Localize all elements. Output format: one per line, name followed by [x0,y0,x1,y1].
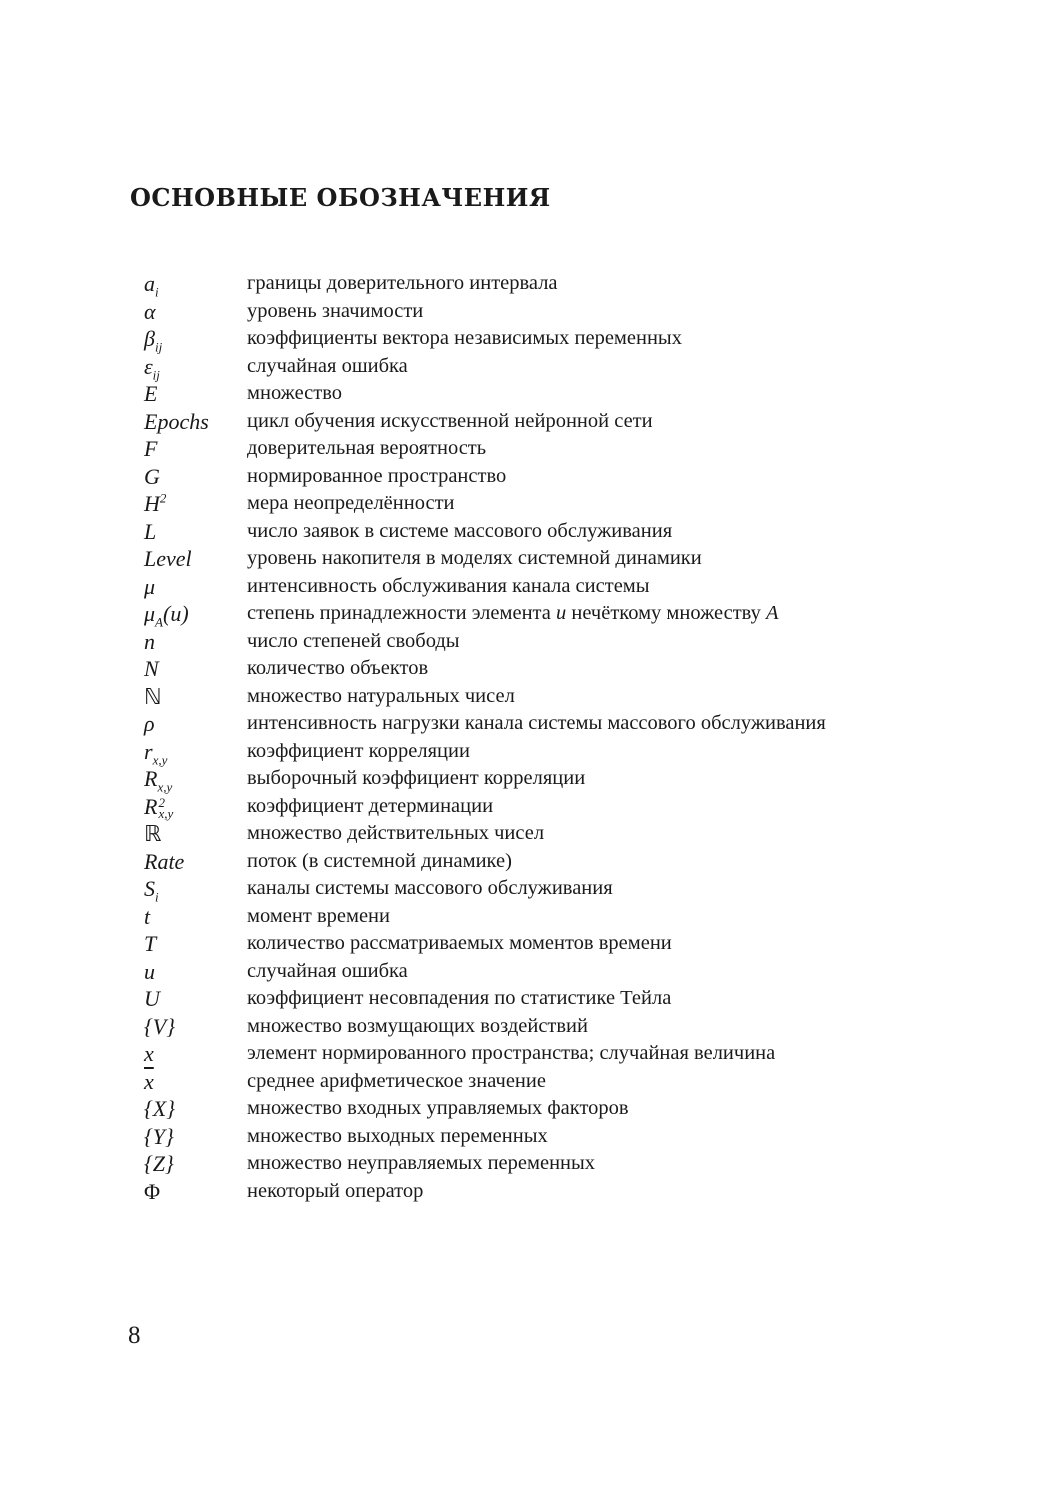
notation-description: коэффициент корреляции [247,739,470,762]
notation-description: случайная ошибка [247,959,408,982]
notation-description: коэффициент детерминации [247,794,494,817]
notation-description: цикл обучения искусственной нейронной сети [247,409,653,432]
notation-description: множество неуправляемых переменных [247,1152,596,1174]
notation-row [0,820,1057,848]
notation-symbol [144,793,173,821]
symbol-base: ε [144,353,153,379]
symbol-base: ρ [144,711,155,736]
notation-row [0,600,1057,628]
symbol-subscript: i [155,889,159,905]
notation-symbol [144,958,155,986]
notation-symbol [144,380,157,408]
symbol-subscript: x,y [158,806,174,822]
notation-description: интенсивность нагрузки канала системы массового обслуживания [247,712,826,734]
notation-row [0,930,1057,958]
symbol-subscript: A [155,614,163,630]
symbol-base: R [144,766,158,791]
notation-symbol [144,875,159,903]
notation-description: случайная ошибка [247,354,408,377]
notation-description: среднее арифметическое значение [247,1069,546,1092]
notation-row [0,408,1057,436]
page-number: 8 [128,1322,141,1349]
notation-symbol [144,848,184,876]
notation-description: коэффициенты вектора независимых переменных [247,327,682,349]
symbol-base: n [144,628,155,654]
notation-symbol [144,1068,154,1096]
notation-description: число степеней свободы [247,629,460,652]
notation-symbol [144,1150,174,1178]
notation-row [0,903,1057,931]
notation-symbol [144,270,159,298]
symbol-base: $\overline{x}$ [144,1068,154,1094]
notation-description: элемент нормированного пространства; случайная величина [247,1042,776,1064]
notation-symbol [144,820,161,848]
notation-description: поток (в системной динамике) [247,849,512,872]
notation-description: уровень накопителя в моделях системной динамики [247,547,702,569]
description-text: нечёткому множеству [566,602,767,624]
notation-description: интенсивность обслуживания канала системы [247,574,650,597]
symbol-superscript: 2 [158,795,165,811]
symbol-base: H [144,491,160,516]
symbol-base: N [144,656,159,681]
symbol-base: μ [144,573,156,599]
symbol-base: ℕ [144,683,162,709]
symbol-base: {V} [144,1013,176,1039]
notation-symbol [144,518,156,546]
notation-symbol [144,600,189,628]
notation-row [0,655,1057,683]
notation-row [0,1150,1057,1178]
description-text: степень принадлежности элемента [247,602,556,624]
notation-row [0,1013,1057,1041]
notation-row [0,710,1057,738]
symbol-base: u [144,958,155,984]
notation-symbol [144,408,209,436]
notation-row [0,490,1057,518]
notation-symbol [144,463,160,491]
notation-description: количество рассматриваемых моментов времени [247,932,672,954]
symbol-base: μ [144,601,156,626]
notation-description: количество объектов [247,657,429,679]
notation-symbol [144,683,162,711]
notation-symbol [144,573,155,601]
notation-row [0,958,1057,986]
notation-row [0,848,1057,876]
notation-symbol [144,738,167,766]
symbol-base: F [144,436,158,461]
symbol-base: Φ [144,1178,161,1204]
notation-row [0,545,1057,573]
symbol-base: {Z} [144,1151,174,1176]
symbol-base: R [144,793,158,819]
notation-row [0,875,1057,903]
symbol-base: α [144,298,156,324]
notation-symbol [144,1095,175,1123]
notation-description: выборочный коэффициент корреляции [247,767,586,789]
notation-symbol [144,1040,154,1068]
notation-row [0,353,1057,381]
description-variable: u [555,602,567,624]
symbol-subscript: ij [154,339,163,355]
symbol-subscript: ij [152,366,160,382]
page-title: ОСНОВНЫЕ ОБОЗНАЧЕНИЯ [130,183,551,212]
symbol-base: t [144,903,151,929]
description-variable: A [766,602,779,624]
symbol-subscript: i [155,284,159,300]
symbol-superscript: 2 [159,490,167,506]
notation-row [0,1123,1057,1151]
notation-row [0,518,1057,546]
notation-description: каналы системы массового обслуживания [247,877,613,899]
symbol-base: x [144,1041,154,1066]
symbol-base: G [144,463,160,489]
symbol-base: r [144,738,153,764]
notation-symbol [144,765,172,793]
notation-description: некоторый оператор [247,1179,424,1202]
notation-description: множество натуральных чисел [247,684,515,707]
symbol-base: {X} [144,1096,176,1121]
notation-symbol [144,545,192,573]
notation-description: множество возмущающих воздействий [247,1014,589,1037]
notation-row [0,463,1057,491]
notation-row [0,793,1057,821]
notation-list [0,270,1057,1205]
notation-symbol [144,1013,175,1041]
symbol-base: Epochs [144,408,209,434]
notation-description: множество входных управляемых факторов [247,1097,629,1119]
symbol-base: S [144,876,155,901]
notation-symbol [144,985,160,1013]
notation-row [0,985,1057,1013]
notation-row [0,325,1057,353]
notation-description: коэффициент несовпадения по статистике Тейла [247,987,672,1009]
notation-row [0,380,1057,408]
notation-symbol [144,628,155,656]
symbol-subscript: x,y [157,779,173,795]
notation-row [0,270,1057,298]
symbol-argument: (u) [163,601,189,626]
notation-row [0,683,1057,711]
notation-row [0,1178,1057,1206]
notation-description: нормированное пространство [247,464,507,487]
notation-row [0,1095,1057,1123]
notation-description: множество [247,382,343,404]
notation-symbol [144,710,155,738]
symbol-base: L [144,518,157,544]
notation-row [0,738,1057,766]
notation-symbol [144,353,160,381]
notation-description: мера неопределённости [247,492,455,514]
notation-symbol [144,435,157,463]
notation-row [0,765,1057,793]
symbol-base: a [144,271,155,296]
symbol-base: E [144,381,158,406]
notation-symbol [144,930,156,958]
notation-description: границы доверительного интервала [247,272,558,294]
symbol-base: U [144,986,160,1011]
symbol-subscript: x,y [152,751,168,767]
notation-row [0,628,1057,656]
notation-row [0,573,1057,601]
notation-description: момент времени [247,904,390,927]
notation-symbol [144,1123,174,1151]
notation-symbol [144,903,150,931]
notation-description: уровень значимости [247,299,424,322]
notation-row [0,435,1057,463]
notation-description: доверительная вероятность [247,437,487,459]
notation-symbol [144,1178,160,1206]
notation-description: множество выходных переменных [247,1124,548,1147]
notation-description: число заявок в системе массового обслуживания [247,519,673,542]
notation-description: множество действительных чисел [247,822,545,844]
notation-symbol [144,325,162,353]
symbol-base: ℝ [144,821,162,846]
symbol-base: β [144,326,155,351]
notation-description [247,600,779,628]
notation-row [0,298,1057,326]
notation-row [0,1068,1057,1096]
symbol-base: T [144,931,157,956]
notation-symbol [144,655,159,683]
symbol-base: Rate [144,848,185,874]
symbol-base: Level [144,546,192,571]
notation-row [0,1040,1057,1068]
notation-symbol [144,298,156,326]
notation-symbol [144,490,166,518]
symbol-base: {Y} [144,1123,174,1149]
